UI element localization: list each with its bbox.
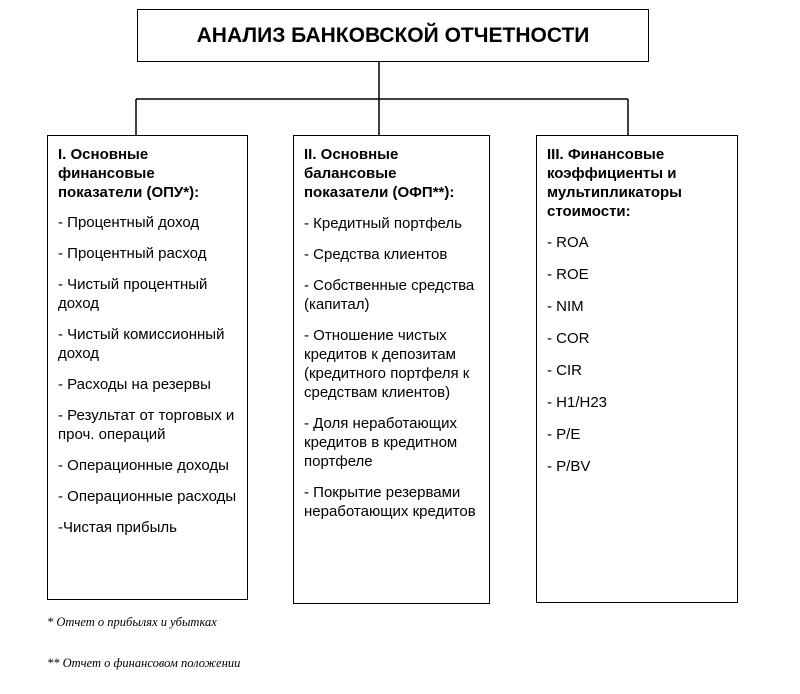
footnote-income-statement: * Отчет о прибылях и убытках bbox=[47, 615, 217, 629]
list-item: - Расходы на резервы bbox=[58, 376, 211, 393]
list-item: - ROE bbox=[547, 266, 589, 283]
list-item: - Операционные расходы bbox=[58, 488, 237, 505]
list-item: - ROA bbox=[547, 234, 589, 251]
list-item: - Операционные доходы bbox=[58, 457, 229, 474]
column-heading: III. Финансовые коэффициенты и мультипликаторы стоимости: bbox=[547, 146, 682, 220]
list-item: - P/E bbox=[547, 426, 581, 443]
list-item: - Результат от торговых и проч. операций bbox=[58, 407, 235, 443]
column-balance-indicators bbox=[293, 135, 490, 604]
list-item: - Процентный расход bbox=[58, 245, 207, 262]
list-item: - Собственные средства (капитал) bbox=[304, 277, 475, 313]
list-item: - Покрытие резервами неработающих кредитов bbox=[304, 484, 476, 520]
list-item: -Чистая прибыль bbox=[58, 519, 177, 536]
footnote-financial-position: ** Отчет о финансовом положении bbox=[47, 656, 241, 670]
column-heading: II. Основные балансовые показатели (ОФП**): bbox=[304, 146, 455, 201]
list-item: - CIR bbox=[547, 362, 582, 379]
list-item: - Средства клиентов bbox=[304, 246, 448, 263]
list-item: - Кредитный портфель bbox=[304, 215, 462, 232]
list-item: - Чистый комиссионный доход bbox=[58, 326, 225, 362]
indicator-list bbox=[547, 233, 727, 476]
list-item: - Отношение чистых кредитов к депозитам (кредитного портфеля к средствам клиентов) bbox=[304, 327, 470, 401]
list-item: - P/BV bbox=[547, 458, 591, 475]
list-item: - COR bbox=[547, 330, 590, 347]
column-financial-ratios bbox=[536, 135, 738, 603]
indicator-list bbox=[304, 214, 479, 521]
column-income-indicators bbox=[47, 135, 248, 600]
list-item: - NIM bbox=[547, 298, 584, 315]
indicator-list bbox=[58, 213, 237, 537]
column-heading: I. Основные финансовые показатели (ОПУ*): bbox=[58, 146, 200, 201]
list-item: - Доля неработающих кредитов в кредитном портфеле bbox=[304, 415, 458, 470]
list-item: - Чистый процентный доход bbox=[58, 276, 208, 312]
list-item: - Процентный доход bbox=[58, 214, 200, 231]
list-item: - H1/H23 bbox=[547, 394, 608, 411]
diagram-title: АНАЛИЗ БАНКОВСКОЙ ОТЧЕТНОСТИ bbox=[137, 9, 649, 62]
